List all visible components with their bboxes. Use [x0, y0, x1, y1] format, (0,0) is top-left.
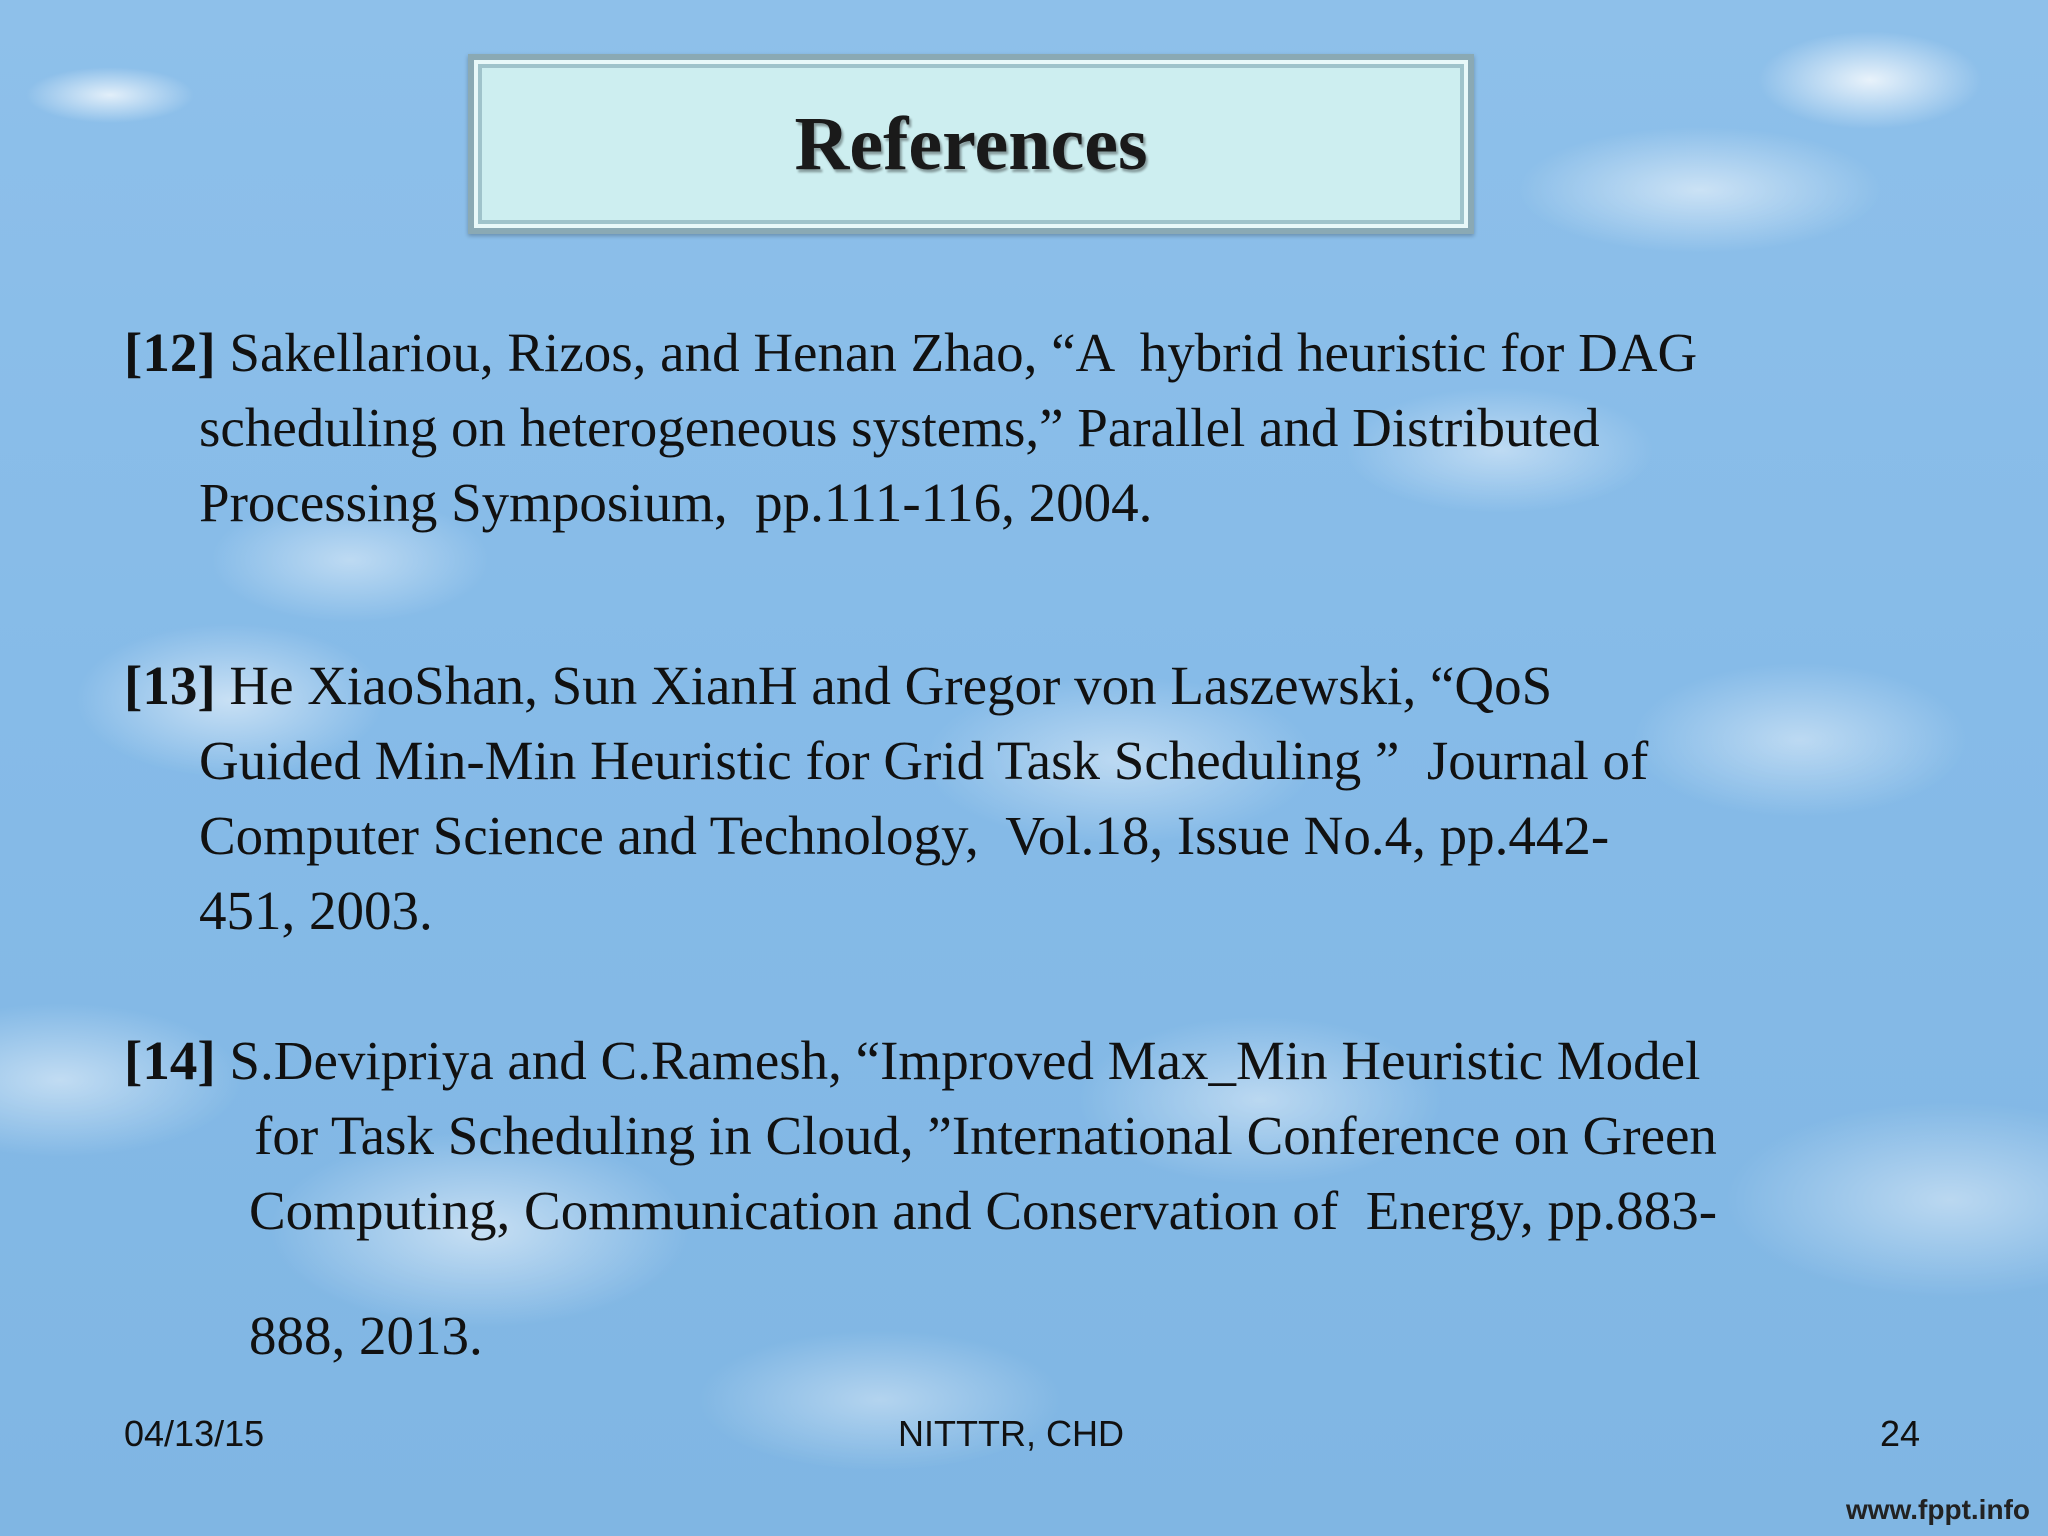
reference-text: S.Devipriya and C.Ramesh, “Improved Max_Min Heuristic Model: [215, 1030, 1701, 1091]
reference-text: He XiaoShan, Sun XianH and Gregor von Laszewski, “QoS: [215, 655, 1553, 716]
watermark: www.fppt.info: [1845, 1494, 2030, 1525]
reference-line: [124, 1023, 1934, 1098]
reference-14: [124, 1023, 1934, 1373]
reference-line: 451, 2003.: [199, 880, 433, 941]
reference-line: Computer Science and Technology, Vol.18, Issue No.4, pp.442-: [199, 805, 1610, 866]
reference-13: [124, 648, 1934, 948]
footer-page-number: 24: [1880, 1413, 1921, 1454]
reference-12: [124, 315, 1934, 540]
reference-line: for Task Scheduling in Cloud, ”International Conference on Green: [254, 1105, 1717, 1166]
slide-title: References: [794, 101, 1148, 186]
reference-line: [124, 648, 1934, 723]
footer-date: 04/13/15: [124, 1413, 265, 1454]
footer-center: NITTTR, CHD: [898, 1413, 1124, 1454]
reference-line: 888, 2013.: [249, 1305, 483, 1366]
reference-line: Computing, Communication and Conservation of Energy, pp.883-: [249, 1180, 1718, 1241]
reference-text: Sakellariou, Rizos, and Henan Zhao, “A hybrid heuristic for DAG: [215, 322, 1698, 383]
title-box: [468, 54, 1474, 234]
reference-line: [124, 315, 1934, 390]
reference-number: [12]: [124, 322, 216, 383]
reference-number: [14]: [124, 1030, 216, 1091]
reference-line: Processing Symposium, pp.111-116, 2004.: [199, 472, 1153, 533]
reference-line: Guided Min-Min Heuristic for Grid Task Scheduling ” Journal of: [199, 730, 1649, 791]
reference-number: [13]: [124, 655, 216, 716]
reference-line: scheduling on heterogeneous systems,” Parallel and Distributed: [199, 397, 1600, 458]
